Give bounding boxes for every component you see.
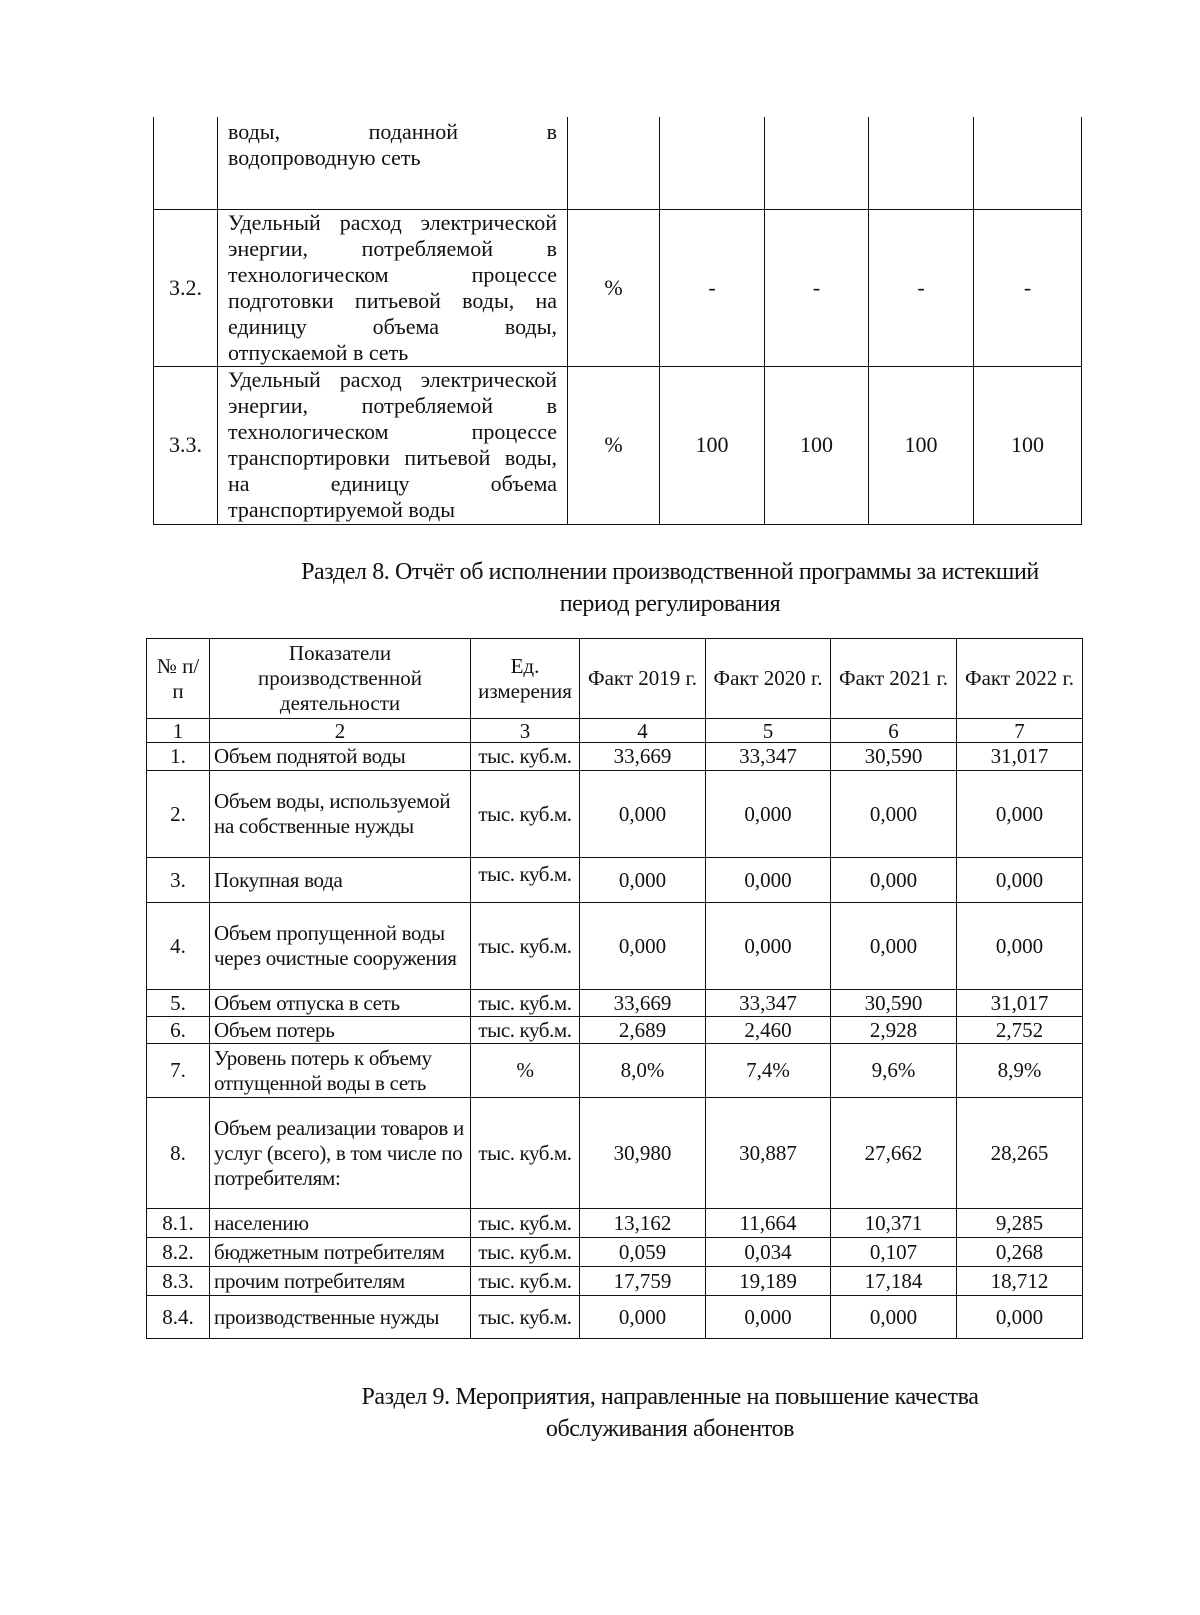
row-number: 8.2.	[147, 1238, 210, 1267]
value-cell: 0,000	[580, 903, 706, 990]
production-report-table	[146, 638, 1083, 1339]
value-cell: 0,000	[706, 858, 831, 903]
indicator-description: Удельный расход электрической энергии, потребляемой в технологическом процессе транспортировки питьевой воды, на единицу объема транспортируемой воды	[218, 366, 568, 524]
value-cell: 0,000	[706, 771, 831, 858]
table-row	[147, 1017, 1083, 1044]
value-cell: 33,347	[706, 743, 831, 771]
value-cell: 0,268	[957, 1238, 1083, 1267]
value-cell: 27,662	[831, 1098, 957, 1209]
table-header-row	[147, 639, 1083, 719]
section-9-title: Раздел 9. Мероприятия, направленные на повышение качества обслуживания абонентов	[361, 1384, 979, 1442]
header-year: Факт 2019 г.	[580, 639, 706, 719]
column-index: 7	[957, 719, 1083, 743]
value-cell: 31,017	[957, 743, 1083, 771]
unit-cell: тыс. куб.м.	[471, 1267, 580, 1296]
table-row	[147, 990, 1083, 1017]
row-number: 2.	[147, 771, 210, 858]
value-cell: 10,371	[831, 1209, 957, 1238]
row-number: 3.2.	[154, 209, 218, 366]
indicator-description: Удельный расход электрической энергии, потребляемой в технологическом процессе подготовки питьевой воды, на единицу объема воды, отпускаемой в сеть	[218, 209, 568, 366]
table-row	[154, 366, 1082, 524]
indicator-name: бюджетным потребителям	[210, 1238, 471, 1267]
unit-cell: тыс. куб.м.	[471, 1209, 580, 1238]
column-index-row	[147, 719, 1083, 743]
value-cell: 0,000	[957, 771, 1083, 858]
indicators-table-continued	[153, 117, 1082, 525]
header-number: № п/п	[147, 639, 210, 719]
value-cell: 0,059	[580, 1238, 706, 1267]
unit-cell: тыс. куб.м.	[471, 1098, 580, 1209]
header-indicator: Показатели производственной деятельности	[210, 639, 471, 719]
table-row	[147, 903, 1083, 990]
indicator-name: производственные нужды	[210, 1296, 471, 1339]
value-cell: 0,000	[580, 1296, 706, 1339]
row-number: 3.	[147, 858, 210, 903]
unit-cell: %	[568, 366, 660, 524]
indicator-name: Объем реализации товаров и услуг (всего), в том числе по потребителям:	[210, 1098, 471, 1209]
value-cell: 17,184	[831, 1267, 957, 1296]
table-row	[147, 1267, 1083, 1296]
value-cell: -	[974, 209, 1082, 366]
value-cell: 0,000	[957, 903, 1083, 990]
column-index: 5	[706, 719, 831, 743]
indicator-name: населению	[210, 1209, 471, 1238]
value-cell: 13,162	[580, 1209, 706, 1238]
table-row	[147, 1098, 1083, 1209]
value-cell: 100	[765, 366, 869, 524]
table-row	[147, 743, 1083, 771]
value-cell: 0,000	[706, 903, 831, 990]
value-cell: 30,590	[831, 990, 957, 1017]
value-cell: -	[660, 209, 765, 366]
value-cell: 2,928	[831, 1017, 957, 1044]
indicator-name: Уровень потерь к объему отпущенной воды в сеть	[210, 1044, 471, 1098]
row-number: 5.	[147, 990, 210, 1017]
unit-cell: %	[471, 1044, 580, 1098]
unit-cell: тыс. куб.м.	[471, 1017, 580, 1044]
column-index: 3	[471, 719, 580, 743]
value-cell: 33,347	[706, 990, 831, 1017]
header-unit: Ед. измерения	[471, 639, 580, 719]
value-cell: 0,000	[831, 1296, 957, 1339]
value-cell: 11,664	[706, 1209, 831, 1238]
value-cell: 0,000	[831, 771, 957, 858]
value-cell: 0,000	[706, 1296, 831, 1339]
indicator-name: Объем отпуска в сеть	[210, 990, 471, 1017]
value-cell: -	[869, 209, 974, 366]
value-cell: 31,017	[957, 990, 1083, 1017]
indicator-description: воды, поданной в водопроводную сеть	[218, 117, 568, 209]
unit-cell	[568, 117, 660, 209]
value-cell: 100	[869, 366, 974, 524]
value-cell: 2,689	[580, 1017, 706, 1044]
value-cell: 100	[660, 366, 765, 524]
indicator-name: Объем пропущенной воды через очистные сооружения	[210, 903, 471, 990]
table-row	[147, 1209, 1083, 1238]
unit-cell: %	[568, 209, 660, 366]
row-number: 8.3.	[147, 1267, 210, 1296]
indicator-name: Объем воды, используемой на собственные нужды	[210, 771, 471, 858]
header-year: Факт 2020 г.	[706, 639, 831, 719]
row-number	[154, 117, 218, 209]
value-cell	[974, 117, 1082, 209]
value-cell: 9,6%	[831, 1044, 957, 1098]
value-cell: 2,752	[957, 1017, 1083, 1044]
table-row	[154, 209, 1082, 366]
value-cell: 17,759	[580, 1267, 706, 1296]
table-body	[147, 743, 1083, 1339]
value-cell: 8,0%	[580, 1044, 706, 1098]
value-cell: 9,285	[957, 1209, 1083, 1238]
unit-cell: тыс. куб.м.	[471, 743, 580, 771]
row-number: 6.	[147, 1017, 210, 1044]
table-row	[147, 858, 1083, 903]
header-year: Факт 2022 г.	[957, 639, 1083, 719]
unit-cell: тыс. куб.м.	[471, 858, 580, 903]
value-cell: 2,460	[706, 1017, 831, 1044]
value-cell: 33,669	[580, 990, 706, 1017]
table-row	[147, 1044, 1083, 1098]
table-row	[147, 1238, 1083, 1267]
value-cell: 19,189	[706, 1267, 831, 1296]
unit-cell: тыс. куб.м.	[471, 771, 580, 858]
row-number: 7.	[147, 1044, 210, 1098]
value-cell	[869, 117, 974, 209]
row-number: 4.	[147, 903, 210, 990]
value-cell: 30,590	[831, 743, 957, 771]
value-cell: -	[765, 209, 869, 366]
value-cell: 0,000	[580, 858, 706, 903]
value-cell: 18,712	[957, 1267, 1083, 1296]
unit-cell: тыс. куб.м.	[471, 1238, 580, 1267]
value-cell: 0,000	[580, 771, 706, 858]
value-cell: 28,265	[957, 1098, 1083, 1209]
table-row	[147, 771, 1083, 858]
value-cell	[660, 117, 765, 209]
value-cell: 0,000	[957, 1296, 1083, 1339]
value-cell: 30,887	[706, 1098, 831, 1209]
value-cell: 100	[974, 366, 1082, 524]
row-number: 8.4.	[147, 1296, 210, 1339]
value-cell: 33,669	[580, 743, 706, 771]
value-cell: 0,107	[831, 1238, 957, 1267]
row-number: 3.3.	[154, 366, 218, 524]
value-cell: 0,034	[706, 1238, 831, 1267]
unit-cell: тыс. куб.м.	[471, 1296, 580, 1339]
column-index: 1	[147, 719, 210, 743]
header-year: Факт 2021 г.	[831, 639, 957, 719]
value-cell: 30,980	[580, 1098, 706, 1209]
column-index: 6	[831, 719, 957, 743]
value-cell: 8,9%	[957, 1044, 1083, 1098]
value-cell: 7,4%	[706, 1044, 831, 1098]
row-number: 1.	[147, 743, 210, 771]
row-number: 8.1.	[147, 1209, 210, 1238]
indicator-name: Объем потерь	[210, 1017, 471, 1044]
unit-cell: тыс. куб.м.	[471, 903, 580, 990]
indicator-name: Покупная вода	[210, 858, 471, 903]
column-index: 2	[210, 719, 471, 743]
value-cell: 0,000	[957, 858, 1083, 903]
indicator-name: прочим потребителям	[210, 1267, 471, 1296]
value-cell: 0,000	[831, 903, 957, 990]
table-row	[147, 1296, 1083, 1339]
section-8-title: Раздел 8. Отчёт об исполнении производственной программы за истекший период регулирования	[301, 559, 1039, 617]
column-index: 4	[580, 719, 706, 743]
unit-cell: тыс. куб.м.	[471, 990, 580, 1017]
row-number: 8.	[147, 1098, 210, 1209]
indicator-name: Объем поднятой воды	[210, 743, 471, 771]
table-row	[154, 117, 1082, 209]
value-cell: 0,000	[831, 858, 957, 903]
value-cell	[765, 117, 869, 209]
